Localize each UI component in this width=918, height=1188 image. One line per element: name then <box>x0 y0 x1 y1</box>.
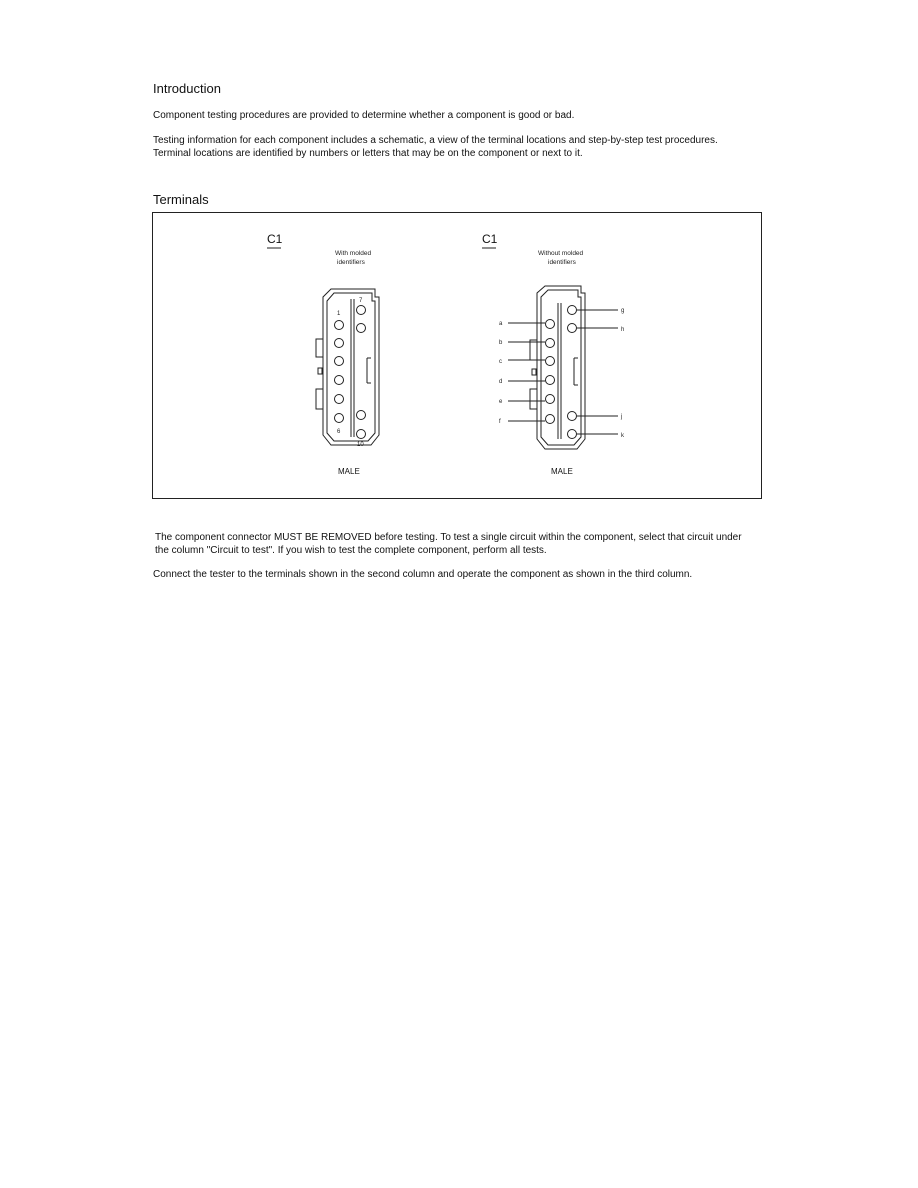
connector-note-left-1: With molded <box>335 250 372 257</box>
pin-label-d: d <box>499 379 503 385</box>
pin-label-h: h <box>621 327 625 333</box>
pin <box>357 430 366 439</box>
pin-label-7: 7 <box>359 298 363 304</box>
intro-paragraph-2-line-2: Terminal locations are identified by numbers or letters that may be on the component or next to it. <box>153 148 583 159</box>
pin-label-b: b <box>499 340 503 346</box>
intro-paragraph-2-line-1: Testing information for each component includes a schematic, a view of the terminal locations and step-by-step test procedures. <box>153 135 718 146</box>
connector-note-right-1: Without molded <box>538 250 584 257</box>
pin-label-g: g <box>621 308 625 314</box>
intro-paragraph-1: Component testing procedures are provided to determine whether a component is good or bad. <box>153 110 575 121</box>
connector-with-molded-identifiers <box>267 232 379 476</box>
pin <box>335 414 344 423</box>
instruction-paragraph-1-line-2: the column "Circuit to test". If you wish to test the complete component, perform all tests. <box>155 545 547 556</box>
connector-label-right: C1 <box>482 232 498 246</box>
pin <box>357 306 366 315</box>
pin <box>357 411 366 420</box>
pin-label-1: 1 <box>337 311 341 317</box>
connector-note-left-2: identifiers <box>337 259 365 266</box>
connector-without-molded-identifiers <box>482 232 625 476</box>
pin-label-e: e <box>499 399 503 405</box>
pin <box>335 395 344 404</box>
instruction-paragraph-1 <box>155 531 755 557</box>
section-title-introduction: Introduction <box>153 81 221 96</box>
gender-label-right: MALE <box>551 467 573 476</box>
pin-label-k: k <box>621 433 624 439</box>
instruction-paragraph-2: Connect the tester to the terminals shown in the second column and operate the component as shown in the third column. <box>153 569 693 580</box>
pin-label-c: c <box>499 359 502 365</box>
pin-label-6: 6 <box>337 429 341 435</box>
pin <box>335 376 344 385</box>
intro-paragraph-2 <box>153 134 753 160</box>
pin-label-j: j <box>621 414 623 420</box>
connector-note-right-2: identifiers <box>548 259 576 266</box>
pin-label-a: a <box>499 321 503 327</box>
pin <box>357 324 366 333</box>
pin <box>335 339 344 348</box>
pin <box>335 321 344 330</box>
pin-label-f: f <box>499 419 501 425</box>
connector-label-left: C1 <box>267 232 283 246</box>
pin-label-10: 10 <box>357 442 364 448</box>
terminals-figure <box>152 212 762 499</box>
pin <box>335 357 344 366</box>
section-title-terminals: Terminals <box>153 192 209 207</box>
connector-diagrams <box>153 213 763 500</box>
gender-label-left: MALE <box>338 467 360 476</box>
instruction-paragraph-1-line-1: The component connector MUST BE REMOVED before testing. To test a single circuit within the component, select that circuit under <box>155 532 742 543</box>
